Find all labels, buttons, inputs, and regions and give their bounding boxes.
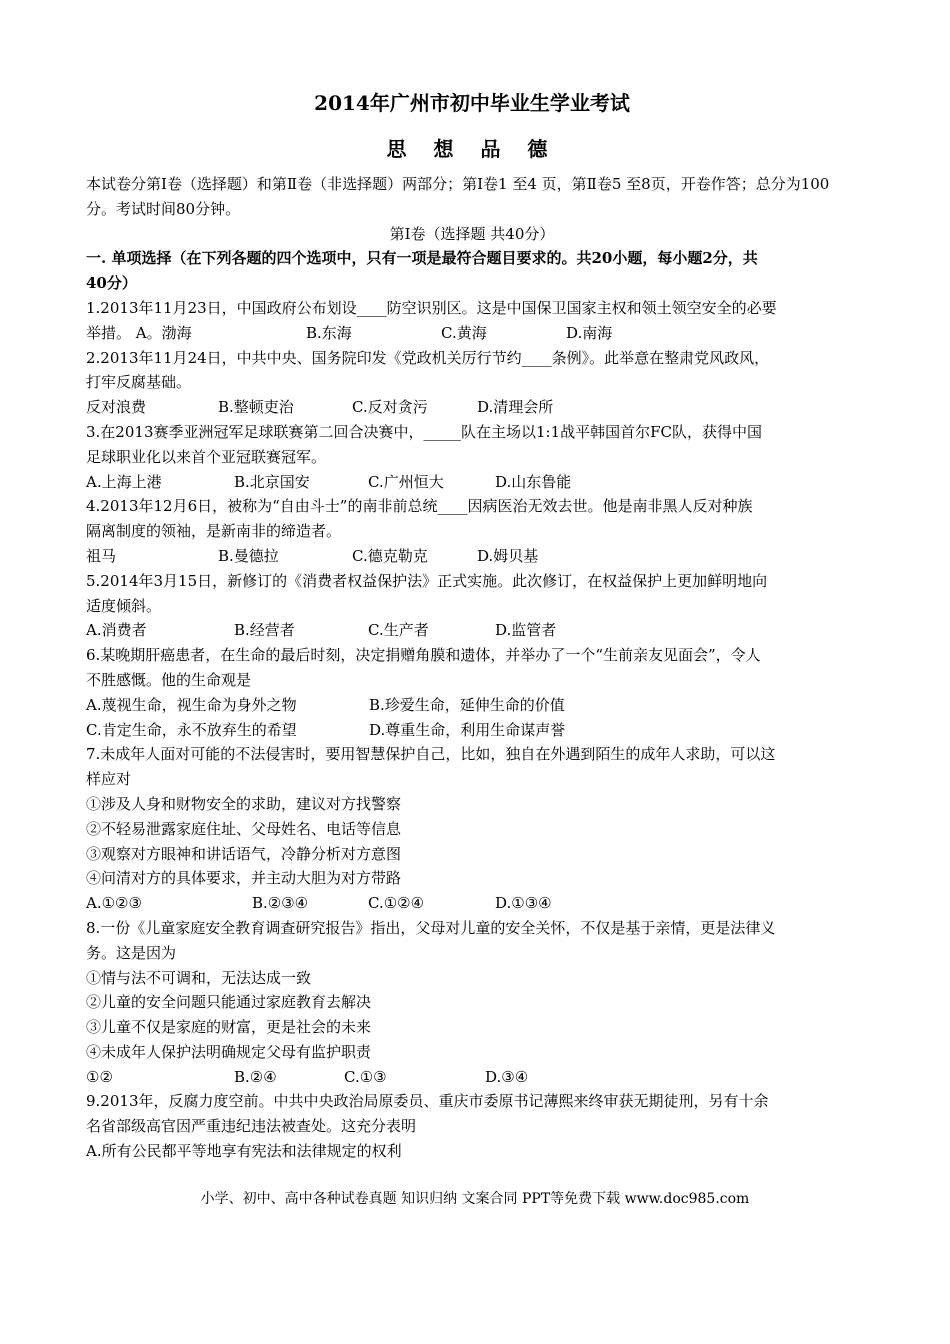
part-header: 第Ⅰ卷（选择题 共40分） <box>389 224 555 243</box>
question-3-option-c: C.广州恒大 <box>368 472 444 491</box>
question-5-option-a: A.消费者 <box>86 621 147 640</box>
question-3-stem-cont: 足球职业化以来首个亚冠联赛冠军。 <box>86 447 327 466</box>
question-8-option-b: B.②④ <box>234 1067 277 1086</box>
exam-intro: 本试卷分第Ⅰ卷（选择题）和第Ⅱ卷（非选择题）两部分；第Ⅰ卷1 至4 页，第Ⅱ卷5 至8页，开卷作答；总分为100分。考试时间80分钟。 <box>86 175 830 218</box>
question-8-statement-2: ②儿童的安全问题只能通过家庭教育去解决 <box>86 993 372 1012</box>
question-8-options <box>86 1065 858 1090</box>
question-5-options <box>86 618 858 643</box>
question-6-options-row-1 <box>86 693 858 718</box>
question-1-option-c: C.黄海 <box>441 323 487 342</box>
question-8-statement-4: ④未成年人保护法明确规定父母有监护职责 <box>86 1042 372 1061</box>
question-7-stem: 7.未成年人面对可能的不法侵害时，要用智慧保护自己，比如，独自在外遇到陌生的成年人求助，可以这 <box>86 745 776 764</box>
question-2-stem: 2.2013年11月24日，中共中央、国务院印发《党政机关厉行节约____条例》。此举意在整肃党风政风， <box>86 348 770 367</box>
question-7-statement-2: ②不轻易泄露家庭住址、父母姓名、电话等信息 <box>86 819 402 838</box>
question-5-option-c: C.生产者 <box>368 621 429 640</box>
question-8-option-d: D.③④ <box>485 1067 529 1086</box>
page-footer: 小学、初中、高中各种试卷真题 知识归纳 文案合同 PPT等免费下载 www.doc985.com <box>200 1191 750 1207</box>
question-2-option-d: D.清理会所 <box>477 398 554 417</box>
question-4-stem-cont: 隔离制度的领袖，是新南非的缔造者。 <box>86 522 342 541</box>
question-6-stem: 6.某晚期肝癌患者，在生命的最后时刻，决定捐赠角膜和遗体，并举办了一个“生前亲友见面会”，令人 <box>86 646 761 665</box>
subject-title: 思 想 品 德 <box>386 137 558 161</box>
question-5-stem: 5.2014年3月15日，新修订的《消费者权益保护法》正式实施。此次修订，在权益保护上更加鲜明地向 <box>86 571 768 590</box>
question-6-options-row-2 <box>86 718 858 743</box>
question-3-stem: 3.在2013赛季亚洲冠军足球联赛第二回合决赛中，_____队在主场以1:1战平韩国首尔FC队，获得中国 <box>86 422 763 441</box>
question-3-option-b: B.北京国安 <box>234 472 310 491</box>
question-7-statement-1: ①涉及人身和财物安全的求助，建议对方找警察 <box>86 794 402 813</box>
question-9-option-a: A.所有公民都平等地享有宪法和法律规定的权利 <box>86 1142 402 1161</box>
question-8-option-c: C.①③ <box>344 1067 387 1086</box>
question-1-options <box>86 321 858 346</box>
question-1-option-d: D.南海 <box>566 323 613 342</box>
section-header: 一. 单项选择（在下列各题的四个选项中，只有一项是最符合题目要求的。共20小题，每小题2分，共 <box>86 249 758 268</box>
question-4-option-b: B.曼德拉 <box>218 546 279 565</box>
question-5-option-b: B.经营者 <box>234 621 295 640</box>
question-1-stem-end-option-a: 举措。 A。渤海 <box>86 323 192 342</box>
question-8-stem: 8.一份《儿童家庭安全教育调查研究报告》指出，父母对儿童的安全关怀，不仅是基于亲情，更是法律义 <box>86 918 776 937</box>
question-7-stem-cont: 样应对 <box>86 770 132 789</box>
question-7-option-d: D.①③④ <box>495 894 552 913</box>
question-9-stem: 9.2013年，反腐力度空前。中共中央政治局原委员、重庆市委原书记薄熙来终审获无期徒刑，另有十余 <box>86 1092 769 1111</box>
question-2-option-c: C.反对贪污 <box>352 398 428 417</box>
question-3-option-d: D.山东鲁能 <box>495 472 572 491</box>
question-6-option-b: B.珍爱生命，延伸生命的价值 <box>369 695 565 714</box>
question-3-option-a: A.上海上港 <box>86 472 162 491</box>
question-7-statement-4: ④问清对方的具体要求，并主动大胆为对方带路 <box>86 869 402 888</box>
question-3-options <box>86 470 858 495</box>
question-5-option-d: D.监管者 <box>495 621 557 640</box>
question-4-options <box>86 544 858 569</box>
question-4-option-c: C.德克勒克 <box>352 546 428 565</box>
question-7-statement-3: ③观察对方眼神和讲话语气，冷静分析对方意图 <box>86 844 402 863</box>
question-4-option-d: D.姆贝基 <box>477 546 539 565</box>
question-6-option-d: D.尊重生命，利用生命谋声誉 <box>369 720 566 739</box>
question-7-options <box>86 891 858 916</box>
question-9-stem-cont: 名省部级高官因严重违纪违法被查处。这充分表明 <box>86 1117 417 1136</box>
question-6-option-c: C.肯定生命，永不放弃生的希望 <box>86 720 297 739</box>
question-2-stem-cont: 打牢反腐基础。 <box>86 373 192 392</box>
question-4-stem: 4.2013年12月6日，被称为“自由斗士”的南非前总统____因病医治无效去世。他是南非黑人反对种族 <box>86 497 753 516</box>
question-6-stem-cont: 不胜感慨。他的生命观是 <box>86 670 252 689</box>
question-6-option-a: A.蔑视生命，视生命为身外之物 <box>86 695 297 714</box>
question-5-stem-cont: 适度倾斜。 <box>86 596 162 615</box>
question-8-statement-3: ③儿童不仅是家庭的财富，更是社会的未来 <box>86 1018 372 1037</box>
question-1-stem: 1.2013年11月23日，中国政府公布划设____防空识别区。这是中国保卫国家主权和领土领空安全的必要 <box>86 298 777 317</box>
question-7-option-a: A.①②③ <box>86 894 142 913</box>
question-8-statement-1: ①情与法不可调和，无法达成一致 <box>86 968 312 987</box>
question-7-option-c: C.①②④ <box>368 894 425 913</box>
exam-page <box>86 82 858 1164</box>
question-7-option-b: B.②③④ <box>252 894 309 913</box>
question-2-option-a: 反对浪费 <box>86 398 147 417</box>
question-4-option-a: 祖马 <box>86 546 117 565</box>
question-2-options <box>86 395 858 420</box>
question-1-option-b: B.东海 <box>306 323 352 342</box>
section-header-cont: 40分） <box>86 274 137 293</box>
exam-title: 2014年广州市初中毕业生学业考试 <box>314 91 630 115</box>
question-8-option-a: ①② <box>86 1067 113 1086</box>
question-8-stem-cont: 务。这是因为 <box>86 943 177 962</box>
question-2-option-b: B.整顿吏治 <box>218 398 294 417</box>
